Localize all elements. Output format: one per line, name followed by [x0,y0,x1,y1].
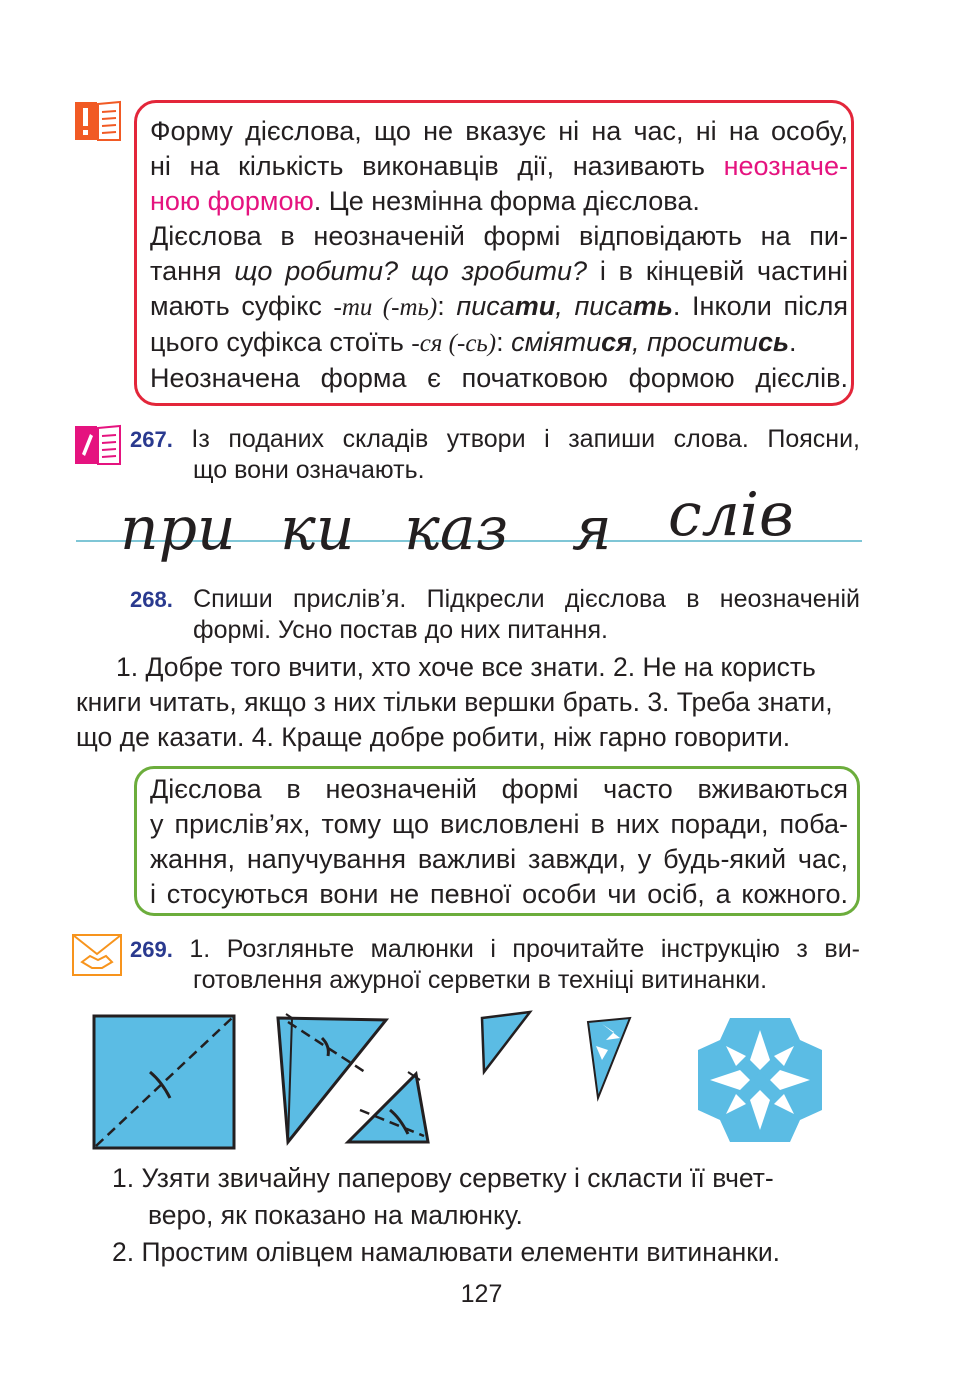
syllable-3: каз [404,494,509,564]
task-268: 268. Спиши прислів’я. Підкресли дієслова в неозначеній формі. Усно постав до них питання. [130,585,860,644]
tip-text: Дієслова в неозначеній формі часто вживаються у прислів’ях, тому що висловлені в них поради, поба- жання, напучування важливі завжди, у будь-який час, і стосуються вони не певної особи чи осіб, а кожного. [150,774,848,909]
napkin-folding-illustration [90,1010,870,1150]
handshake-icon [72,934,122,976]
square-napkin [94,1016,234,1148]
rule-line-3: ною формою. Це незмінна форма дієслова. [150,186,700,216]
rule-line-5: тання що робити? що зробити? і в кінцевій частині [150,256,848,286]
rule-line-7: цього суфікса стоїть -ся (-сь): сміятися, проситись. [150,327,797,357]
snowflake-napkin [698,1018,822,1142]
writing-task-icon [74,424,122,466]
syllable-1: при [120,494,236,564]
task-number: 269. [130,937,173,962]
syllable-2: ки [280,494,355,564]
syllable-4: я [572,494,612,564]
cut-triangle [588,1018,630,1098]
task-267: 267. Із поданих складів утвори і запиши слова. Поясни, що вони означають. [130,425,860,484]
page-number: 127 [460,1280,503,1308]
rule-line-4: Дієслова в неозначеній формі відповідають на пи- [150,221,848,251]
term-highlight: ною формою [150,186,314,216]
rule-line-1: Форму дієслова, що не вказує ні на час, ні на особу, [150,116,848,146]
rule-line-6: мають суфікс -ти (-ть): писати, писать. Інколи після [150,291,848,321]
syllable-5: слів [668,480,794,550]
small-folded-triangle [482,1012,530,1072]
task-number: 267. [130,427,173,452]
rule-line-2: ні на кількість виконавців дії, називають неозначе- [150,151,848,181]
task-269: 269. 1. Розгляньте малюнки і прочитайте інструкцію з ви- готовлення ажурної серветки в техніці витинанки. [130,935,860,994]
task-number: 268. [130,587,173,612]
folded-triangle [278,1014,428,1142]
proverbs: 1. Добре того вчити, хто хоче все знати. 2. Не на користь книги читать, якщо з них тільки вершки брать. 3. Треба знати, що де казати. 4. Краще добре робити, ніж гарно говорити. [76,652,833,752]
rule-line-8: Неозначена форма є початковою формою дієслів. [150,363,848,393]
rule-text [150,114,848,396]
instruction-steps: 1. Узяти звичайну паперову серветку і скласти її вчет- веро, як показано на малюнку. 2. Простим олівцем намалювати елементи витинанки. [112,1163,780,1267]
rule-book-icon [74,100,122,142]
term-highlight: неозначе- [723,151,848,181]
